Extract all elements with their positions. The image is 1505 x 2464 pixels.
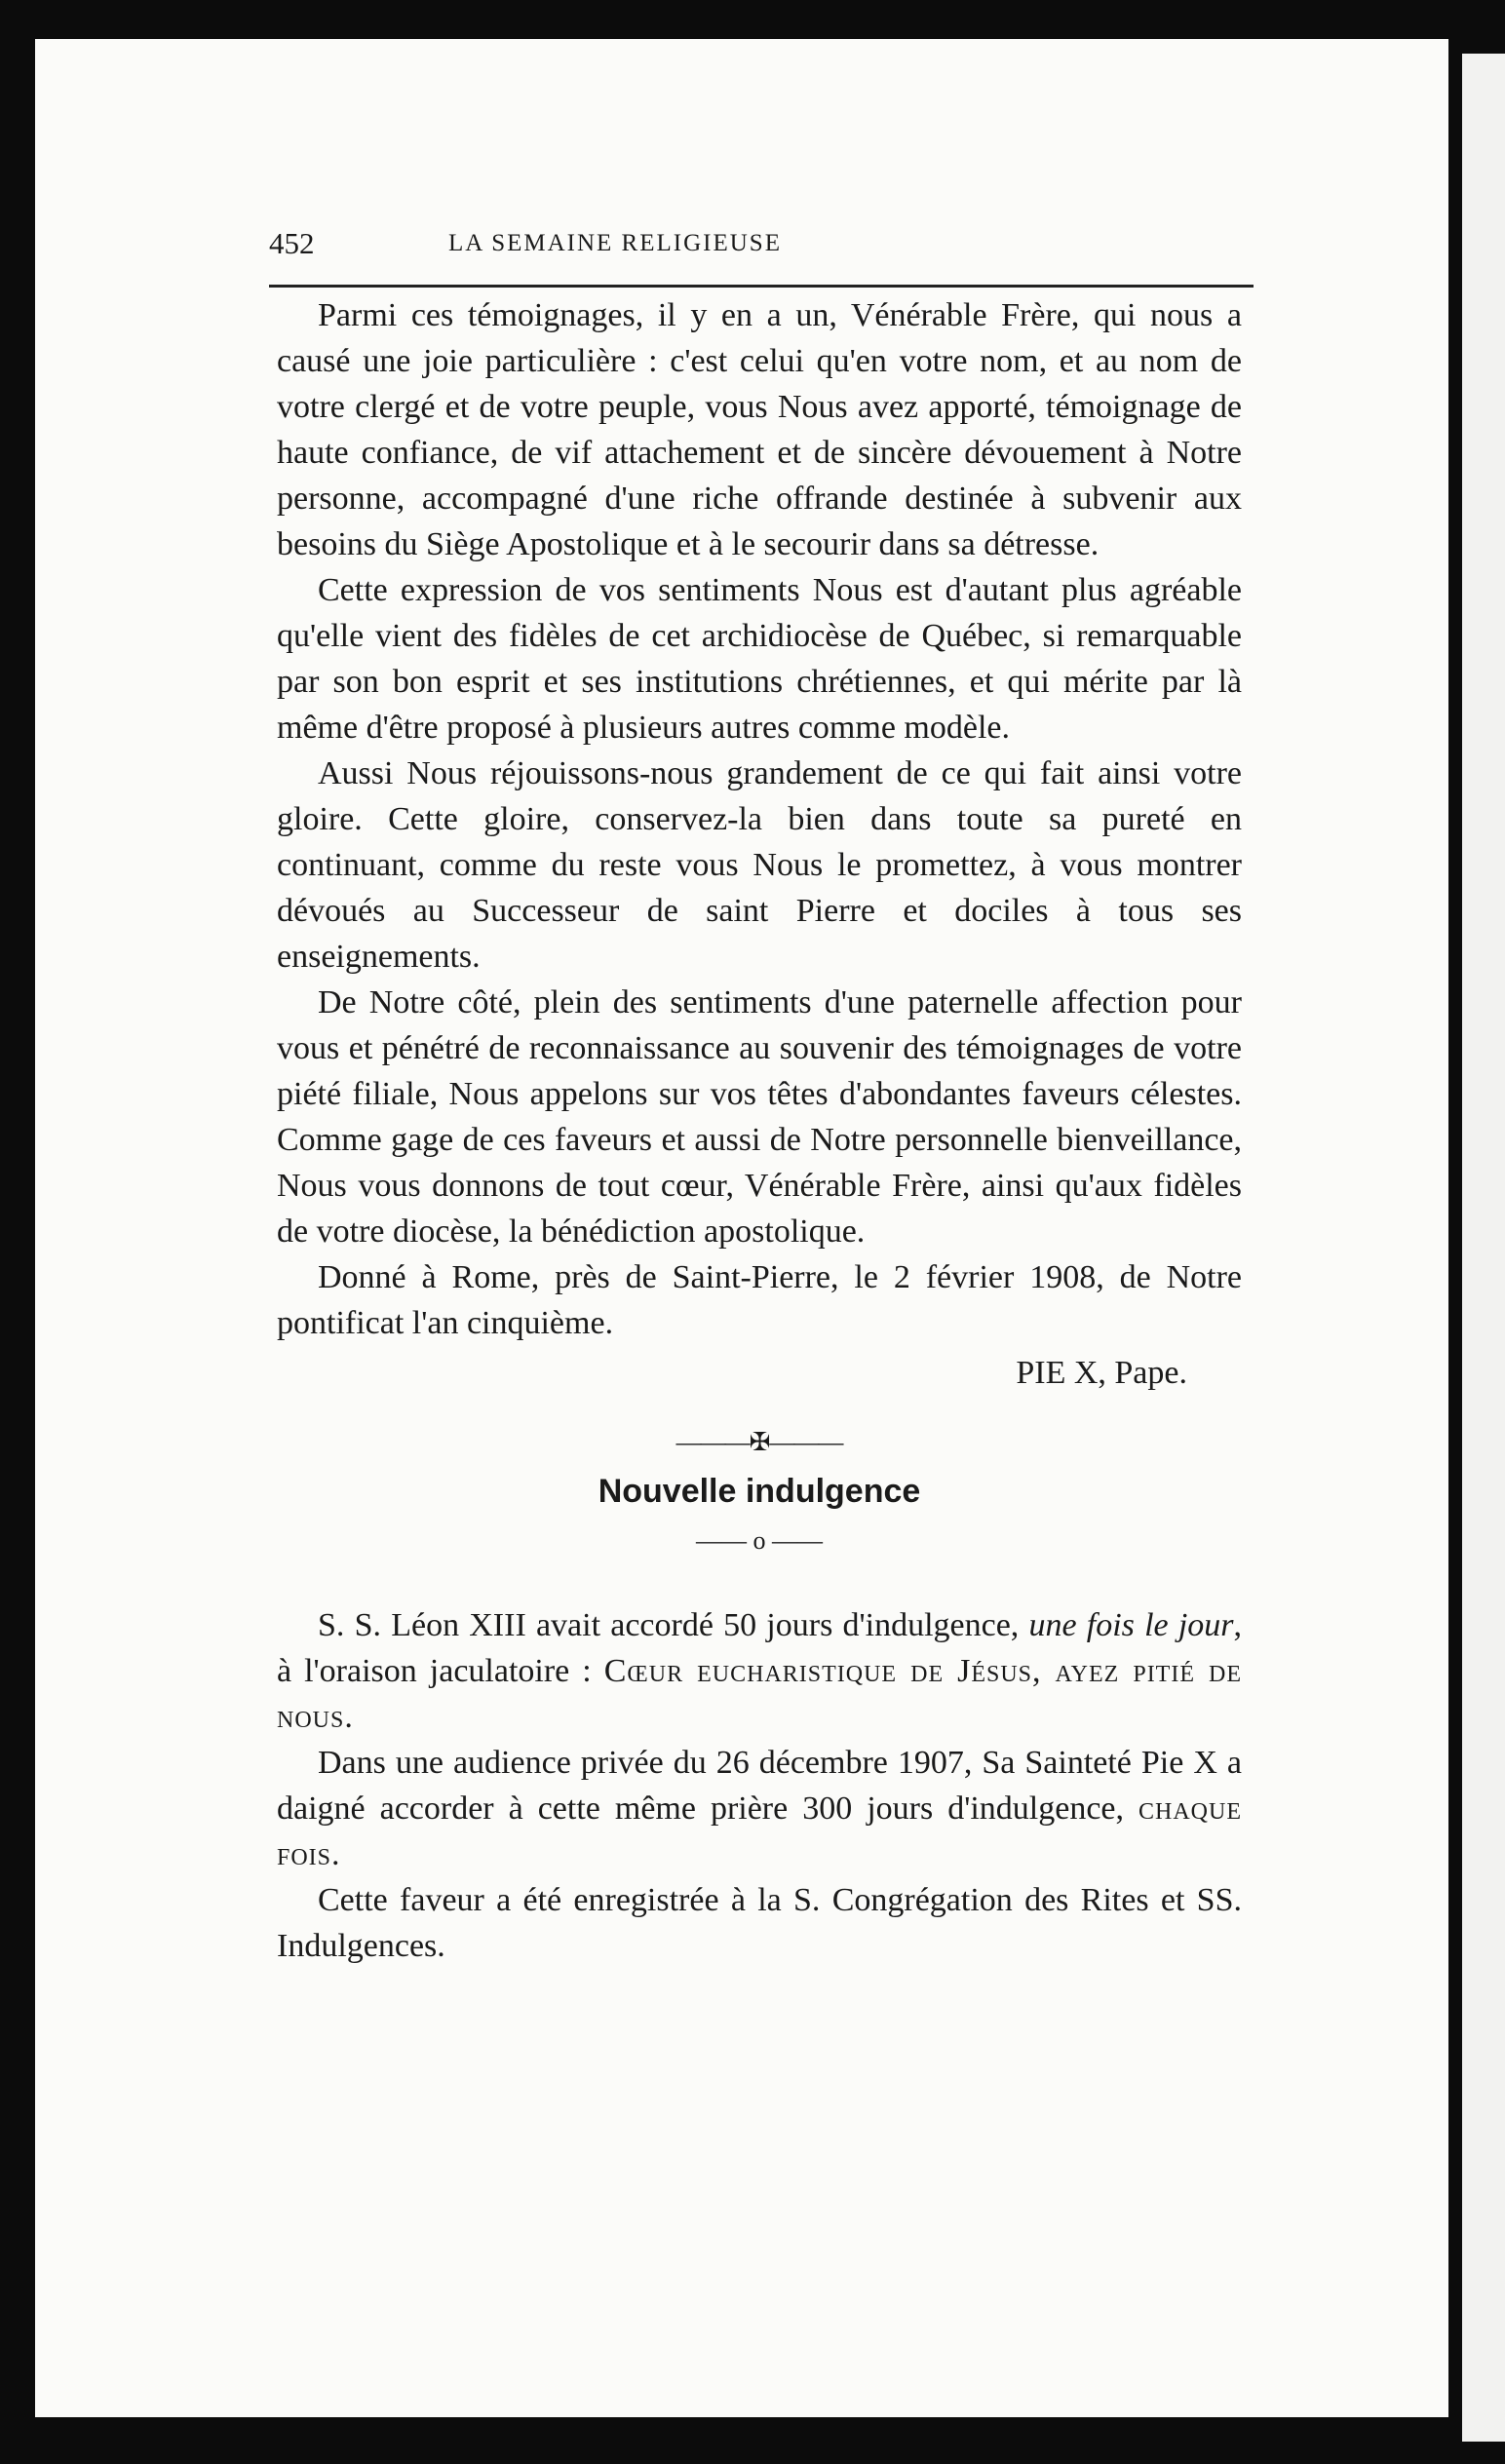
section-divider-ornament: ———✠———	[675, 1428, 843, 1456]
header-rule	[269, 285, 1254, 288]
italic-text: une fois le jour	[1028, 1607, 1234, 1643]
page-header	[269, 226, 961, 265]
indulgence-paragraph: Cette faveur a été enregistrée à la S. Congrégation des Rites et SS. Indulgences.	[277, 1882, 1242, 1964]
page-number: 452	[269, 226, 315, 260]
heading-ornament: —— o ——	[696, 1526, 823, 1555]
indulgence-paragraph	[277, 1602, 1242, 1740]
letter-paragraph: Cette expression de vos sentiments Nous est d'autant plus agréable qu'elle vient des fidèles de cet archidiocèse de Québec, si remarquable par son bon esprit et ses institutions chrétiennes, et qui mérite par là même d'être proposé à plusieurs autres comme modèle.	[277, 572, 1242, 746]
text-run: S. S. Léon XIII avait accordé 50 jours d'indulgence,	[318, 1607, 1029, 1643]
running-title: LA SEMAINE RELIGIEUSE	[448, 230, 782, 256]
small-caps-text: chaque fois.	[277, 1790, 1242, 1872]
text-run: , à l'oraison jaculatoire :	[277, 1607, 1242, 1689]
signature: PIE X, Pape.	[1016, 1355, 1187, 1391]
letter-paragraph: De Notre côté, plein des sentiments d'une paternelle affection pour vous et pénétré de reconnaissance au souvenir des témoignages de votre piété filiale, Nous appelons sur vos têtes d'abondantes faveurs célestes. Comme gage de ces faveurs et aussi de Notre personnelle bienveillance, Nous vous donnons de tout cœur, Vénérable Frère, ainsi qu'aux fidèles de votre diocèse, la bénédiction apostolique.	[277, 984, 1242, 1250]
text-run: Dans une audience privée du 26 décembre 1907, Sa Sainteté Pie X a daigné accorder à cette même prière 300 jours d'indulgence,	[277, 1745, 1242, 1827]
prayer-text: Cœur eucharistique de Jésus, ayez pitié de nous.	[277, 1653, 1243, 1735]
letter-paragraph: Donné à Rome, près de Saint-Pierre, le 2 février 1908, de Notre pontificat l'an cinquième.	[277, 1259, 1242, 1341]
section-heading: Nouvelle indulgence	[598, 1473, 921, 1510]
document-body	[277, 292, 1242, 1969]
letter-paragraph: Parmi ces témoignages, il y en a un, Vénérable Frère, qui nous a causé une joie particulière : c'est celui qu'en votre nom, et au nom de votre clergé et de votre peuple, vous Nous avez apporté, témoignage de haute confiance, de vif attachement et de sincère dévouement à Notre personne, accompagné d'une riche offrande destinée à subvenir aux besoins du Siège Apostolique et à le secourir dans sa détresse.	[277, 297, 1242, 562]
adjacent-page-edge	[1462, 54, 1505, 2442]
indulgence-paragraph	[277, 1740, 1242, 1877]
letter-paragraph: Aussi Nous réjouissons-nous grandement de ce qui fait ainsi votre gloire. Cette gloire, conservez-la bien dans toute sa pureté en continuant, comme du reste vous Nous le promettez, à vous montrer dévoués au Successeur de saint Pierre et dociles à tous ses enseignements.	[277, 755, 1242, 975]
